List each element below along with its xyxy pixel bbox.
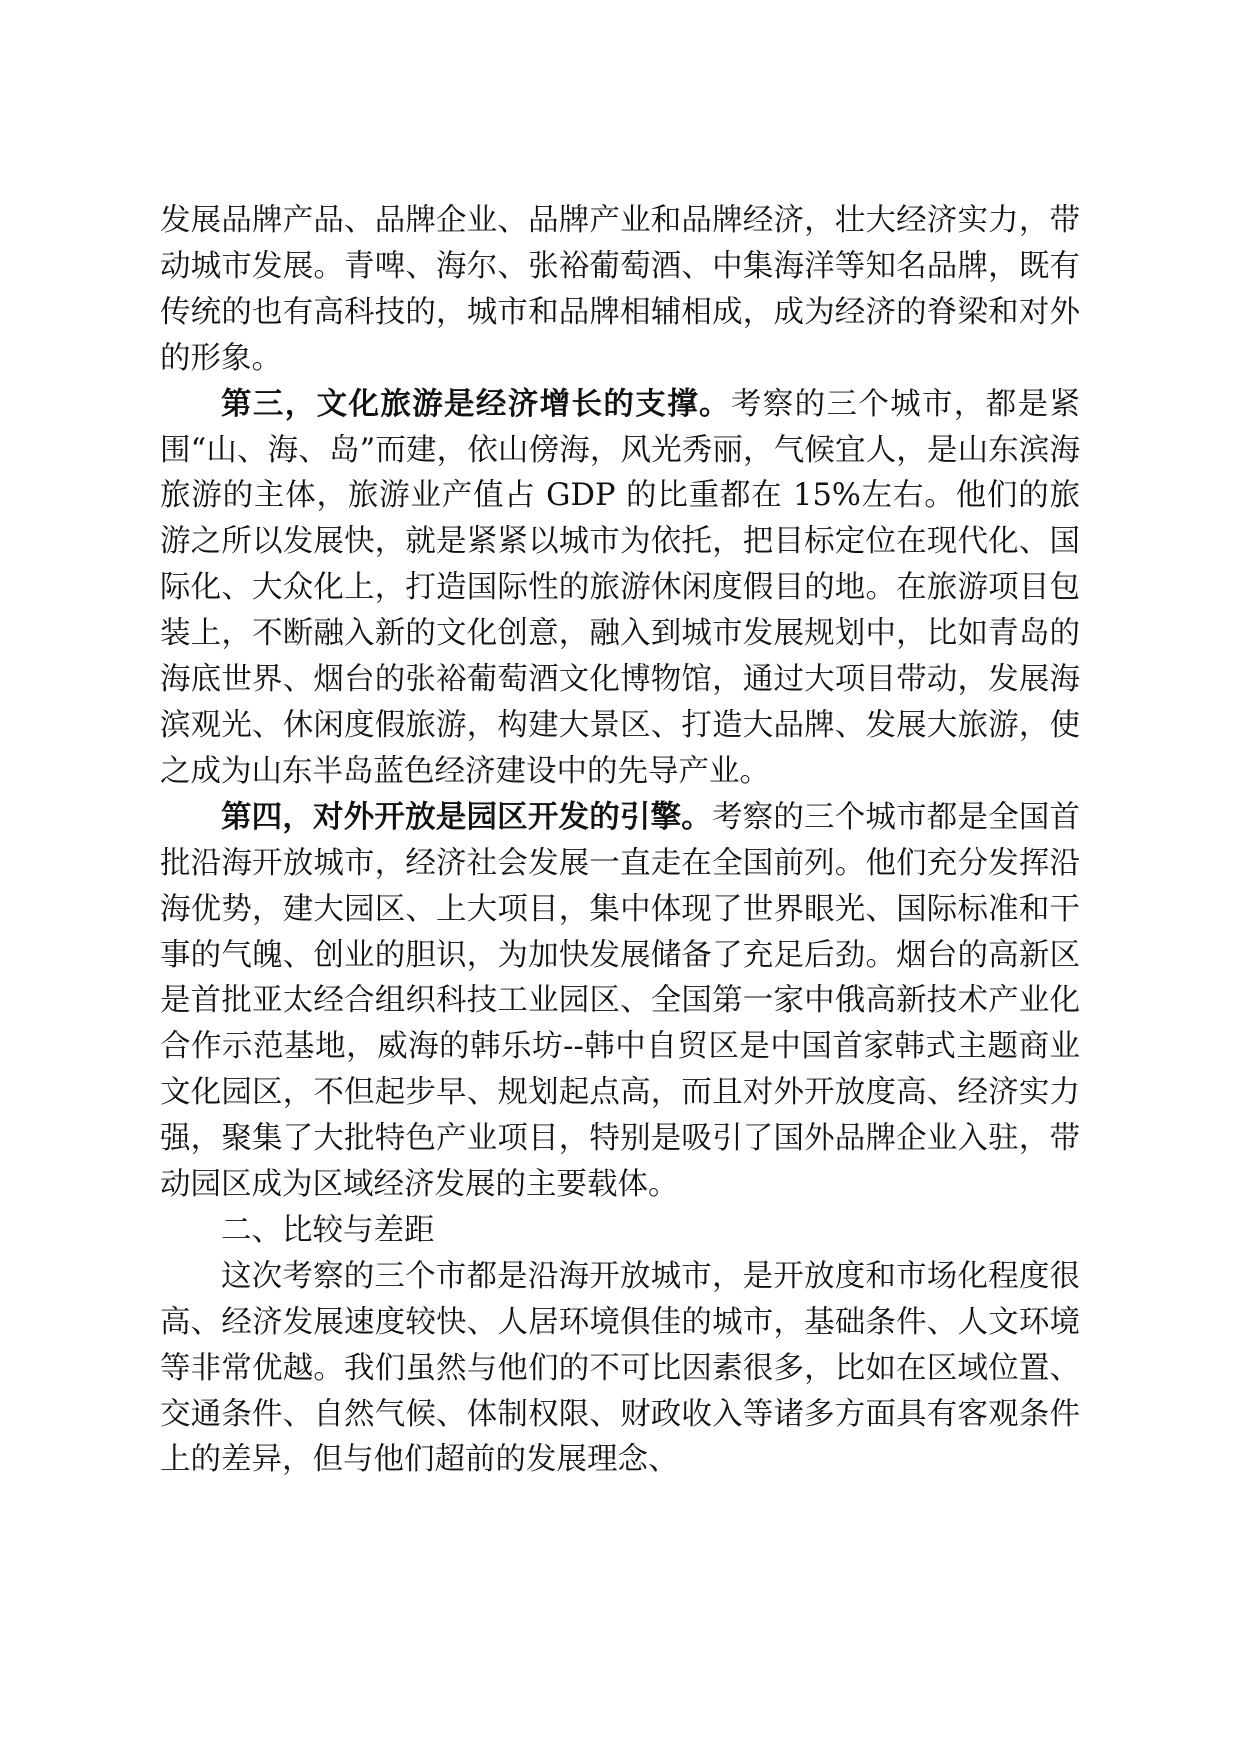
paragraph-brand-economy: 发展品牌产品、品牌企业、品牌产业和品牌经济，壮大经济实力，带动城市发展。青啤、海尔、张裕葡萄酒、中集海洋等知名品牌，既有传统的也有高科技的，城市和品牌相辅相成，成为经济的脊梁和对外的形象。 (160, 203, 1080, 376)
paragraph-lead-culture-tourism: 第三，文化旅游是经济增长的支撑。 (221, 385, 731, 422)
paragraph-lead-opening-up: 第四，对外开放是园区开发的引擎。 (221, 798, 712, 835)
section-heading: 二、比较与差距 (221, 1212, 435, 1248)
paragraph-culture-tourism (160, 382, 1080, 795)
paragraph-body-opening-up: 考察的三个城市都是全国首批沿海开放城市，经济社会发展一直走在全国前列。他们充分发挥沿海优势，建大园区、上大项目，集中体现了世界眼光、国际标准和干事的气魄、创业的胆识，为加快发展储备了充足后劲。烟台的高新区是首批亚太经合组织科技工业园区、全国第一家中俄高新技术产业化合作示范基地，威海的韩乐坊--韩中自贸区是中国首家韩式主题商业文化园区，不但起步早、规划起点高，而且对外开放度高、经济实力强，聚集了大批特色产业项目，特别是吸引了国外品牌企业入驻，带动园区成为区域经济发展的主要载体。 (160, 799, 1081, 1203)
paragraph-comparison: 这次考察的三个市都是沿海开放城市，是开放度和市场化程度很高、经济发展速度较快、人居环境俱佳的城市，基础条件、人文环境等非常优越。我们虽然与他们的不可比因素很多，比如在区域位置、交通条件、自然气候、体制权限、财政收入等诸多方面具有客观条件上的差异，但与他们超前的发展理念、 (160, 1258, 1080, 1478)
document-page (160, 198, 1080, 1483)
paragraph-opening-up (160, 795, 1080, 1208)
paragraph-body-culture-tourism: 考察的三个城市，都是紧围“山、海、岛”而建，依山傍海，风光秀丽，气候宜人，是山东滨海旅游的主体，旅游业产值占 GDP 的比重都在 15%左右。他们的旅游之所以发展快，就是紧紧以城市为依托，把目标定位在现代化、国际化、大众化上，打造国际性的旅游休闲度假目的地。在旅游项目包装上，不断融入新的文化创意，融入到城市发展规划中，比如青岛的海底世界、烟台的张裕葡萄酒文化博物馆，通过大项目带动，发展海滨观光、休闲度假旅游，构建大景区、打造大品牌、发展大旅游，使之成为山东半岛蓝色经济建设中的先导产业。 (160, 386, 1081, 789)
